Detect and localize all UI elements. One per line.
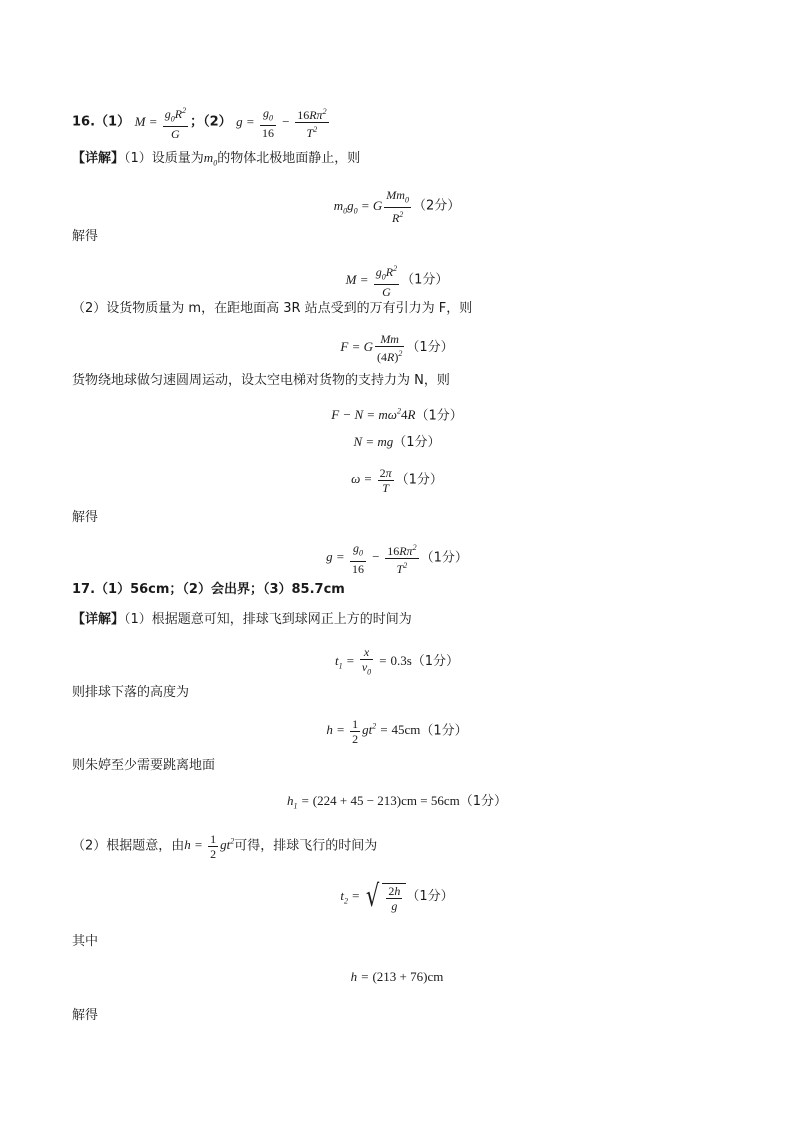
part2-text-b: 可得，排球飞行的时间为 xyxy=(234,838,378,854)
h2-value: (213 + 76)cm xyxy=(372,969,444,984)
t1-value: 0.3s xyxy=(390,653,412,669)
q17-fall-line xyxy=(0,683,794,703)
q17-part2-line: （2）根据题意，由h = $\frac{1}{2}$ $gt^2$可得，排球飞行的时间为 xyxy=(72,832,378,861)
q16-ans2-formula: g = $\frac{g_0}{16}$ − $\frac{16R\pi^2}{T^2}$ xyxy=(236,105,327,141)
solve-text: 解得 xyxy=(72,510,99,525)
score-label: （2分） xyxy=(412,198,461,214)
eq-omega: ω = $\frac{2\pi}{T}$ （1分） xyxy=(351,466,443,495)
q16-part1-label: （1） xyxy=(95,114,131,130)
score-label: （1分） xyxy=(406,888,454,904)
score-label: （1分） xyxy=(401,272,449,288)
eq-h2: h = (213 + 76)cm xyxy=(350,969,444,984)
q17-where-line xyxy=(0,932,794,952)
solve-text: 解得 xyxy=(72,229,99,244)
h1-value: (224 + 45 − 213)cm = 56cm xyxy=(312,793,460,808)
eq-g-result: g = $\frac{g_0}{16}$ − $\frac{16R\pi^2}{T^2}$ （1分） xyxy=(326,541,468,576)
eq-t1: $t_1$ = $\frac{x}{v_0}$ = 0.3s（1分） xyxy=(334,645,460,677)
q17-header: 17.（1）56cm；（2）会出界；（3）85.7cm xyxy=(72,582,345,597)
eq-gravity-surface: $m_0g_0 = G$ $\frac{Mm_0}{R^2}$ （2分） xyxy=(333,188,461,226)
score-label: （1分） xyxy=(420,723,468,739)
part2-text: （2）设货物质量为 m，在距地面高 3R 站点受到的万有引力为 F，则 xyxy=(72,301,473,316)
eq-h1: $h_1 = (224 + 45 - 213)cm = 56cm(1$分） xyxy=(287,793,507,811)
where-text: 其中 xyxy=(72,934,99,949)
q16-part2-intro xyxy=(0,299,794,319)
q16-detail-text: （1）设质量为 xyxy=(124,151,204,166)
score-label: （1分） xyxy=(395,472,443,488)
m0-symbol: $m_0$ xyxy=(203,150,218,168)
q16-detail-line xyxy=(0,148,794,174)
score-label: （1分） xyxy=(420,550,468,566)
q16-number: 16. xyxy=(72,114,96,130)
q16-part2-label: （2） xyxy=(203,114,232,130)
q16-answer-line xyxy=(0,104,794,141)
score-label: （1分） xyxy=(411,654,460,670)
q16-ans1-formula: M = $\frac{g_0R^2}{G}$ xyxy=(134,106,187,142)
q16-detail-text-b: 的物体北极地面静止，则 xyxy=(217,151,361,166)
score-label: （1分） xyxy=(459,794,507,809)
score-label: （1分） xyxy=(393,435,441,450)
jump-text: 则朱婷至少需要跳离地面 xyxy=(72,758,216,773)
q16-motion-line xyxy=(0,371,794,391)
h-value: 45cm xyxy=(391,722,421,738)
part2-text-a: （2）根据题意，由 xyxy=(72,838,185,854)
eq-normal: N = mg（1分） xyxy=(353,434,441,450)
detail-heading: 【详解】 xyxy=(72,612,125,627)
score-label: （1分） xyxy=(415,408,463,424)
eq-centripetal: $F - N = m\omega^24R(1$分） xyxy=(331,407,463,424)
eq-force: F = G $\frac{Mm}{(4R)^2}$ （1分） xyxy=(340,332,454,364)
detail-heading: 【详解】 xyxy=(72,151,125,166)
motion-text: 货物绕地球做匀速圆周运动，设太空电梯对货物的支持力为 N，则 xyxy=(72,373,450,388)
q17-detail-line xyxy=(0,610,794,630)
eq-h: h = $\frac{1}{2}$ $gt^2 = 45cm(1$分） xyxy=(326,717,468,746)
solve-label-3 xyxy=(0,1006,794,1026)
eq-t2: $t_2$ = √ $\frac{2h}{g}$ （1分） xyxy=(340,879,454,914)
fall-text: 则排球下落的高度为 xyxy=(72,685,190,700)
q17-jump-line xyxy=(0,756,794,776)
solve-label xyxy=(0,227,794,247)
score-label: （1分） xyxy=(406,339,454,355)
solve-label-2 xyxy=(0,508,794,528)
q17-answer-line xyxy=(0,580,794,600)
eq-mass: M = $\frac{g_0R^2}{G}$ （1分） xyxy=(345,264,449,300)
solve-text: 解得 xyxy=(72,1008,99,1023)
q17-detail-text: （1）根据题意可知，排球飞到球网正上方的时间为 xyxy=(124,612,412,627)
semicolon: ； xyxy=(190,114,204,130)
